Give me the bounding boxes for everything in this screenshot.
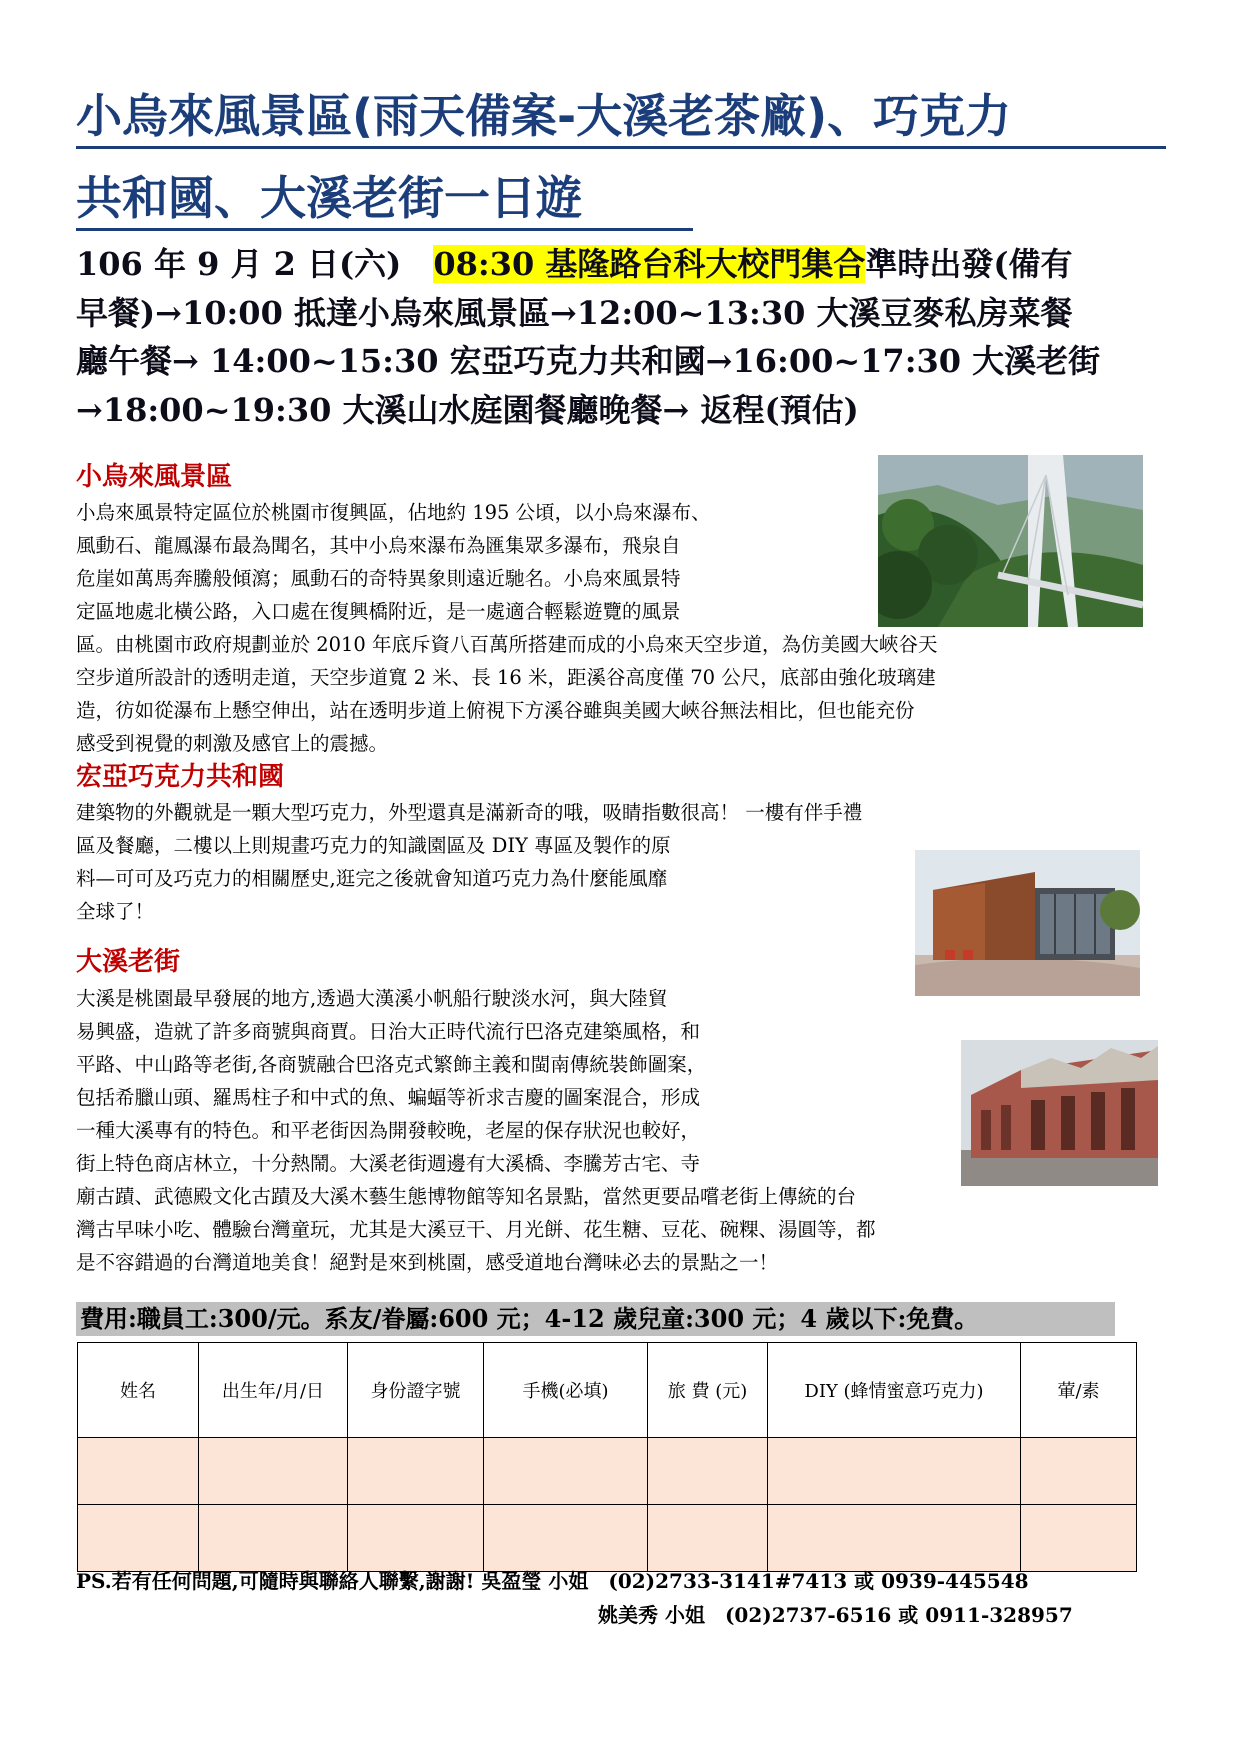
daxi-text-1: 大溪是桃園最早發展的地方,透過大漢溪小帆船行駛淡水河，與大陸貿 bbox=[76, 987, 668, 1010]
name-cell[interactable] bbox=[78, 1438, 199, 1505]
xiaowulai-text-3: 危崖如萬馬奔騰般傾瀉；風動石的奇特異象則遠近馳名。小烏來風景特 bbox=[76, 567, 681, 590]
registration-form-table bbox=[77, 1342, 1137, 1572]
daxi-text-3: 平路、中山路等老街,各商號融合巴洛克式繁飾主義和閩南傳統裝飾圖案， bbox=[76, 1053, 707, 1076]
chocolate-building-photo bbox=[915, 850, 1140, 996]
table-header-row bbox=[78, 1343, 1137, 1438]
title-underline-2 bbox=[76, 228, 693, 231]
chocolate-building-illustration bbox=[915, 850, 1140, 996]
xiaowulai-text-4: 定區地處北橫公路，入口處在復興橋附近，是一處適合輕鬆遊覽的風景 bbox=[76, 600, 681, 623]
section-title-daxi: 大溪老街 bbox=[76, 947, 181, 977]
id-number-cell[interactable] bbox=[348, 1505, 484, 1572]
name-cell[interactable] bbox=[78, 1505, 199, 1572]
chocolate-text-2: 區及餐廳，二樓以上則規畫巧克力的知識園區及 DIY 專區及製作的原 bbox=[76, 834, 671, 857]
travel-fee-cell[interactable] bbox=[648, 1505, 768, 1572]
xiaowulai-text-8: 感受到視覺的刺激及感官上的震撼。 bbox=[76, 732, 389, 755]
diet-cell[interactable] bbox=[1021, 1438, 1137, 1505]
schedule-line4: →18:00~19:30 大溪山水庭園餐廳晚餐→ 返程(預估) bbox=[76, 391, 859, 429]
daxi-text-8: 灣古早味小吃、體驗台灣童玩，尤其是大溪豆干、月光餅、花生糖、豆花、碗粿、湯圓等，都 bbox=[76, 1218, 876, 1241]
page-title-line2: 共和國、大溪老街一日遊 bbox=[76, 171, 582, 225]
table-row bbox=[78, 1438, 1137, 1505]
mobile-cell[interactable] bbox=[484, 1438, 648, 1505]
header-name: 姓名 bbox=[78, 1343, 199, 1438]
daxi-text-7: 廟古蹟、武德殿文化古蹟及大溪木藝生態博物館等知名景點，當然更要品嚐老街上傳統的台 bbox=[76, 1185, 857, 1208]
travel-fee-cell[interactable] bbox=[648, 1438, 768, 1505]
section-title-xiaowulai: 小烏來風景區 bbox=[76, 462, 233, 492]
diy-cell[interactable] bbox=[768, 1438, 1021, 1505]
skywalk-photo bbox=[878, 455, 1143, 627]
mobile-cell[interactable] bbox=[484, 1505, 648, 1572]
chocolate-text-4: 全球了！ bbox=[76, 900, 155, 923]
header-mobile: 手機(必填) bbox=[484, 1343, 648, 1438]
schedule-line3: 廳午餐→ 14:00~15:30 宏亞巧克力共和國→16:00~17:30 大溪老街 bbox=[76, 342, 1101, 380]
daxi-text-4: 包括希臘山頭、羅馬柱子和中式的魚、蝙蝠等祈求吉慶的圖案混合，形成 bbox=[76, 1086, 701, 1109]
old-street-photo bbox=[961, 1040, 1158, 1186]
schedule-date: 106 年 9 月 2 日(六) bbox=[76, 245, 434, 283]
header-birthdate: 出生年/月/日 bbox=[199, 1343, 348, 1438]
header-id-number: 身份證字號 bbox=[348, 1343, 484, 1438]
old-street-illustration bbox=[961, 1040, 1158, 1186]
contact-line1: PS.若有任何問題,可隨時與聯絡人聯繫,謝謝! 吳盈瑩 小姐 (02)2733-3141#7413 或 0939-445548 bbox=[76, 1569, 1029, 1593]
birthdate-cell[interactable] bbox=[199, 1438, 348, 1505]
skywalk-illustration bbox=[878, 455, 1143, 627]
chocolate-text-3: 料—可可及巧克力的相關歷史,逛完之後就會知道巧克力為什麼能風靡 bbox=[76, 867, 668, 890]
schedule-line2: 早餐)→10:00 抵達小烏來風景區→12:00~13:30 大溪豆麥私房菜餐 bbox=[76, 294, 1073, 332]
schedule-depart: 準時出發(備有 bbox=[865, 245, 1073, 283]
fee-info: 費用:職員工:300/元。系友/眷屬:600 元；4-12 歲兒童:300 元；4 歲以下:免費。 bbox=[76, 1302, 1115, 1336]
daxi-text-5: 一種大溪專有的特色。和平老街因為開發較晚，老屋的保存狀況也較好， bbox=[76, 1119, 701, 1142]
xiaowulai-text-6: 空步道所設計的透明走道，天空步道寬 2 米、長 16 米，距溪谷高度僅 70 公尺，底部由強化玻璃建 bbox=[76, 666, 936, 689]
diet-cell[interactable] bbox=[1021, 1505, 1137, 1572]
daxi-text-9: 是不容錯過的台灣道地美食！絕對是來到桃園，感受道地台灣味必去的景點之一！ bbox=[76, 1251, 779, 1274]
daxi-text-2: 易興盛，造就了許多商號與商賈。日治大正時代流行巴洛克建築風格，和 bbox=[76, 1020, 701, 1043]
diy-cell[interactable] bbox=[768, 1505, 1021, 1572]
daxi-text-6: 街上特色商店林立，十分熱鬧。大溪老街週邊有大溪橋、李騰芳古宅、寺 bbox=[76, 1152, 701, 1175]
table-row bbox=[78, 1505, 1137, 1572]
schedule-line1 bbox=[76, 239, 1171, 289]
contact-line2: 姚美秀 小姐 (02)2737-6516 或 0911-328957 bbox=[598, 1603, 1073, 1627]
header-diy: DIY (蜂情蜜意巧克力) bbox=[768, 1343, 1021, 1438]
xiaowulai-text-7: 造，彷如從瀑布上懸空伸出，站在透明步道上俯視下方溪谷雖與美國大峽谷無法相比，但也能充份 bbox=[76, 699, 915, 722]
xiaowulai-text-2: 風動石、龍鳳瀑布最為聞名，其中小烏來瀑布為匯集眾多瀑布，飛泉自 bbox=[76, 534, 681, 557]
header-diet: 葷/素 bbox=[1021, 1343, 1137, 1438]
id-number-cell[interactable] bbox=[348, 1438, 484, 1505]
header-travel-fee: 旅 費 (元) bbox=[648, 1343, 768, 1438]
section-title-chocolate: 宏亞巧克力共和國 bbox=[76, 762, 285, 792]
chocolate-text-1: 建築物的外觀就是一顆大型巧克力，外型還真是滿新奇的哦，吸睛指數很高！ 一樓有伴手禮 bbox=[76, 801, 863, 824]
title-underline-1 bbox=[76, 146, 1166, 149]
page-title-line1: 小烏來風景區(雨天備案-大溪老茶廠)、巧克力 bbox=[76, 89, 1012, 143]
birthdate-cell[interactable] bbox=[199, 1505, 348, 1572]
xiaowulai-text-5: 區。由桃園市政府規劃並於 2010 年底斥資八百萬所搭建而成的小烏來天空步道，為仿美國大峽谷天 bbox=[76, 633, 938, 656]
xiaowulai-text-1: 小烏來風景特定區位於桃園市復興區，佔地約 195 公頃，以小烏來瀑布、 bbox=[76, 501, 711, 524]
schedule-meeting-point: 08:30 基隆路台科大校門集合 bbox=[433, 245, 866, 283]
